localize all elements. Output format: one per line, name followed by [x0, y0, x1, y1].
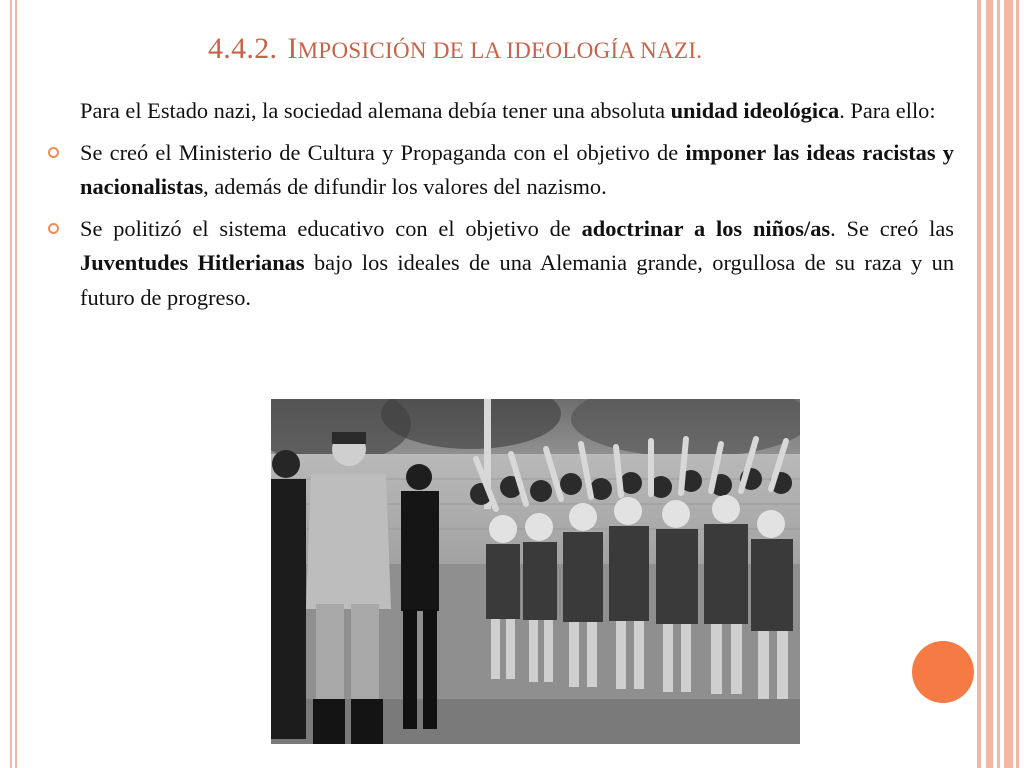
- bullet-bold: imponer las ideas racistas y nacionalistas: [80, 139, 954, 199]
- intro-text: Para el Estado nazi, la sociedad alemana debía tener una absoluta: [80, 98, 671, 123]
- bullet-icon: [48, 223, 59, 234]
- slide-title: [208, 32, 968, 66]
- intro-paragraph: [80, 94, 954, 129]
- slide-body: [80, 94, 954, 322]
- right-border-stripe: [1004, 0, 1013, 768]
- bullet-text: Se creó el Ministerio de Cultura y Propaganda con el objetivo de: [80, 139, 686, 165]
- bullet-icon: [48, 147, 59, 158]
- bullet-item: [80, 136, 954, 205]
- right-border-stripe: [997, 0, 1000, 768]
- bullet-bold: Juventudes Hitlerianas: [80, 250, 305, 275]
- bullet-item: [80, 212, 954, 316]
- title-first-letter: I: [287, 32, 298, 65]
- left-border-line: [15, 0, 17, 768]
- title-number: 4.4.2.: [208, 32, 278, 65]
- bullet-text: Se politizó el sistema educativo con el objetivo de: [80, 215, 582, 241]
- decorative-circle: [912, 641, 974, 703]
- intro-text-end: . Para ello:: [839, 98, 936, 123]
- right-border-stripe: [977, 0, 981, 768]
- right-border-stripe: [986, 0, 993, 768]
- bullet-text: , además de difundir los valores del nazismo.: [203, 174, 607, 199]
- historical-photo: [271, 399, 800, 744]
- left-border-line: [10, 0, 12, 768]
- bullet-text: bajo los ideales de una Alemania grande, orgullosa de su raza y un futuro de progreso.: [80, 250, 955, 310]
- title-text: MPOSICIÓN DE LA IDEOLOGÍA NAZI.: [297, 38, 703, 63]
- bullet-text: . Se creó las: [830, 215, 954, 241]
- right-border-stripe: [1016, 0, 1019, 768]
- bullet-bold: adoctrinar a los niños/as: [581, 215, 831, 241]
- intro-bold: unidad ideológica: [670, 98, 840, 123]
